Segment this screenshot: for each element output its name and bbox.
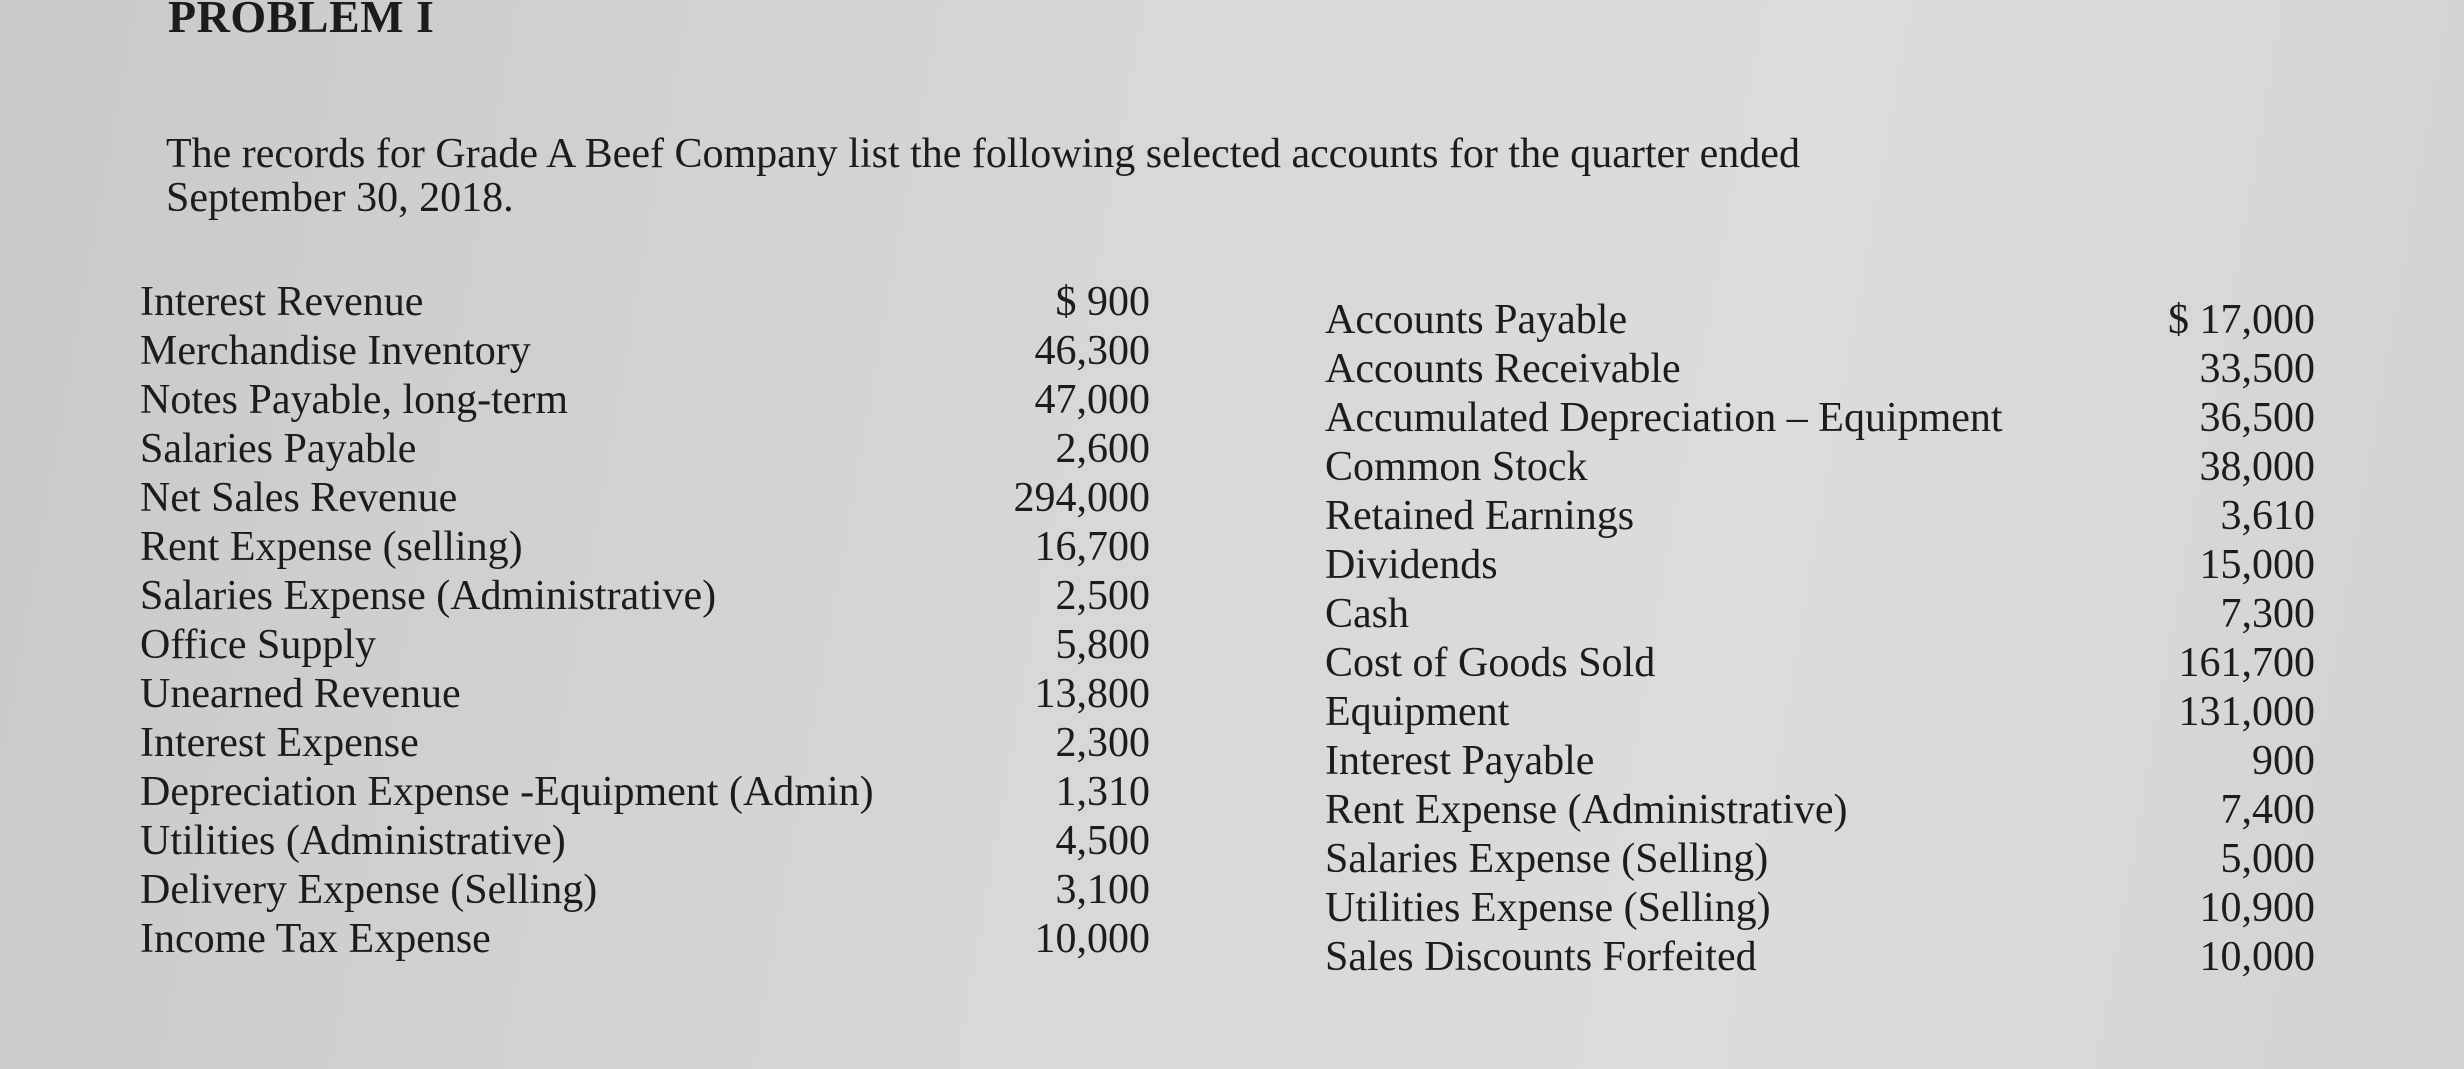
- account-name: Unearned Revenue: [140, 671, 461, 717]
- account-name: Interest Payable: [1325, 738, 1595, 784]
- account-amount: 2,500: [1055, 573, 1150, 619]
- account-amount: 7,300: [2220, 591, 2315, 637]
- account-row: [140, 915, 1150, 964]
- account-name: Notes Payable, long-term: [140, 377, 569, 423]
- account-name: Rent Expense (Administrative): [1325, 787, 1848, 833]
- account-name: Accounts Receivable: [1325, 346, 1681, 392]
- account-name: Salaries Payable: [140, 426, 417, 472]
- account-row: [140, 278, 1150, 327]
- account-amount: 3,610: [2220, 493, 2315, 539]
- account-name: Depreciation Expense -Equipment (Admin): [140, 769, 874, 815]
- account-name: Salaries Expense (Selling): [1325, 836, 1769, 882]
- account-name: Accumulated Depreciation – Equipment: [1325, 395, 2003, 441]
- account-name: Cash: [1325, 591, 1409, 637]
- account-amount: 5,000: [2220, 836, 2315, 882]
- account-name: Net Sales Revenue: [140, 475, 458, 521]
- account-row: [140, 768, 1150, 817]
- account-row: [140, 425, 1150, 474]
- account-row: [140, 327, 1150, 376]
- account-name: Salaries Expense (Administrative): [140, 573, 717, 619]
- account-row: [140, 866, 1150, 915]
- account-row: [140, 719, 1150, 768]
- problem-intro: [166, 132, 2166, 220]
- account-amount: 3,100: [1055, 867, 1150, 913]
- account-row: [1325, 541, 2315, 590]
- account-row: [140, 670, 1150, 719]
- account-row: [1325, 296, 2315, 345]
- account-amount: 10,000: [2199, 934, 2315, 980]
- account-amount: 7,400: [2220, 787, 2315, 833]
- account-row: [140, 474, 1150, 523]
- account-name: Delivery Expense (Selling): [140, 867, 598, 913]
- account-name: Interest Expense: [140, 720, 419, 766]
- account-amount: 46,300: [1034, 328, 1150, 374]
- account-amount: 47,000: [1034, 377, 1150, 423]
- account-name: Merchandise Inventory: [140, 328, 531, 374]
- account-name: Interest Revenue: [140, 279, 424, 325]
- accounts-left-column: [140, 278, 1150, 964]
- account-row: [1325, 835, 2315, 884]
- account-name: Equipment: [1325, 689, 1510, 735]
- account-name: Common Stock: [1325, 444, 1588, 490]
- account-row: [1325, 590, 2315, 639]
- account-row: [140, 572, 1150, 621]
- account-amount: 131,000: [2178, 689, 2315, 735]
- account-name: Retained Earnings: [1325, 493, 1635, 539]
- account-row: [140, 621, 1150, 670]
- account-row: [140, 523, 1150, 572]
- account-amount: 16,700: [1034, 524, 1150, 570]
- intro-line-2: September 30, 2018.: [166, 175, 514, 221]
- account-amount: 38,000: [2199, 444, 2315, 490]
- account-amount: 161,700: [2178, 640, 2315, 686]
- account-amount: 33,500: [2199, 346, 2315, 392]
- account-amount: 294,000: [1013, 475, 1150, 521]
- accounts-right-column: [1325, 296, 2315, 982]
- account-amount: 2,300: [1055, 720, 1150, 766]
- account-amount: 2,600: [1055, 426, 1150, 472]
- account-name: Sales Discounts Forfeited: [1325, 934, 1757, 980]
- account-amount: 4,500: [1055, 818, 1150, 864]
- account-amount: 900: [2252, 738, 2315, 784]
- account-amount: 10,000: [1034, 916, 1150, 962]
- problem-heading: PROBLEM I: [168, 0, 435, 42]
- account-name: Utilities Expense (Selling): [1325, 885, 1771, 931]
- account-row: [1325, 639, 2315, 688]
- account-name: Office Supply: [140, 622, 377, 668]
- account-name: Utilities (Administrative): [140, 818, 566, 864]
- account-row: [1325, 394, 2315, 443]
- account-row: [1325, 933, 2315, 982]
- account-row: [1325, 443, 2315, 492]
- account-row: [1325, 786, 2315, 835]
- account-amount: 5,800: [1055, 622, 1150, 668]
- account-amount: 13,800: [1034, 671, 1150, 717]
- account-row: [1325, 737, 2315, 786]
- account-name: Income Tax Expense: [140, 916, 491, 962]
- account-amount: 36,500: [2199, 395, 2315, 441]
- account-row: [140, 817, 1150, 866]
- account-amount: $ 17,000: [2168, 297, 2315, 343]
- account-amount: 1,310: [1055, 769, 1150, 815]
- account-name: Dividends: [1325, 542, 1498, 588]
- account-name: Cost of Goods Sold: [1325, 640, 1656, 686]
- account-name: Accounts Payable: [1325, 297, 1628, 343]
- account-row: [1325, 884, 2315, 933]
- account-row: [140, 376, 1150, 425]
- account-name: Rent Expense (selling): [140, 524, 523, 570]
- intro-line-1: The records for Grade A Beef Company list the following selected accounts for the quarter ended: [166, 131, 1800, 177]
- account-amount: 15,000: [2199, 542, 2315, 588]
- account-row: [1325, 345, 2315, 394]
- account-amount: 10,900: [2199, 885, 2315, 931]
- account-amount: $ 900: [1055, 279, 1150, 325]
- account-row: [1325, 688, 2315, 737]
- account-row: [1325, 492, 2315, 541]
